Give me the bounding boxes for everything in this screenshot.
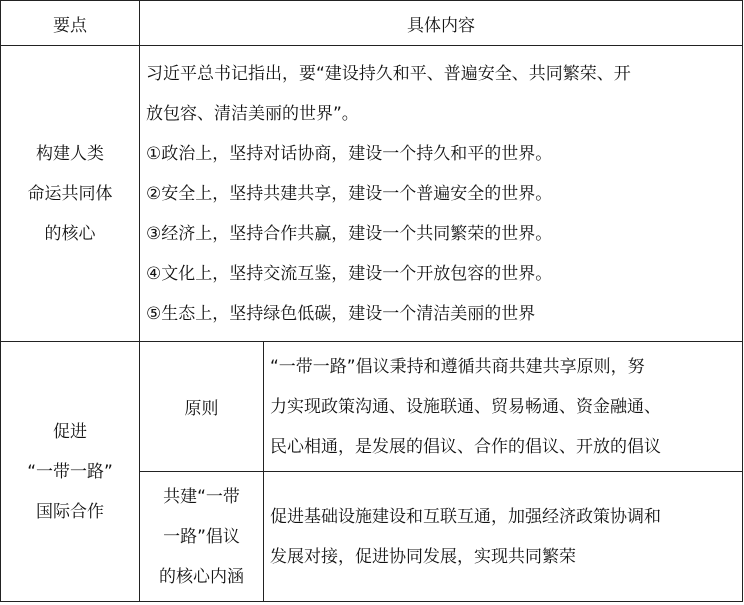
header-key-points: 要点 [1, 1, 140, 46]
content-line: 力实现政策沟通、设施联通、贸易畅通、资金融通、 [270, 396, 661, 417]
content-line: ⑤生态上，坚持绿色低碳，建设一个清洁美丽的世界 [146, 303, 536, 324]
content-core-connotation [264, 472, 743, 602]
content-line: 促进基础设施建设和互联互通，加强经济政策协调和 [270, 506, 661, 527]
header-row [1, 1, 743, 46]
content-line: 放包容、清洁美丽的世界”。 [146, 103, 359, 124]
content-community-core [140, 46, 743, 342]
content-line: 习近平总书记指出，要“建设持久和平、普遍安全、共同繁荣、开 [146, 63, 631, 84]
content-principle [264, 342, 743, 472]
header-details: 具体内容 [140, 1, 743, 46]
label-line: 命运共同体 [27, 183, 113, 204]
label-principle: 原则 [140, 342, 264, 472]
label-belt-road [1, 342, 140, 602]
content-line: 发展对接，促进协同发展，实现共同繁荣 [270, 546, 576, 567]
label-core-connotation [140, 472, 264, 602]
row-community-core [1, 46, 743, 342]
label-line: “一带一路” [27, 461, 113, 482]
content-line: “一带一路”倡议秉持和遵循共商共建共享原则，努 [270, 356, 645, 377]
label-line: 的核心内涵 [159, 566, 244, 587]
label-line: 一路”倡议 [163, 526, 240, 547]
content-line: ④文化上，坚持交流互鉴，建设一个开放包容的世界。 [146, 263, 553, 284]
label-community-core [1, 46, 140, 342]
label-line: 共建“一带 [163, 486, 240, 507]
row-belt-road-principle [1, 342, 743, 472]
content-line: ③经济上，坚持合作共赢，建设一个共同繁荣的世界。 [146, 223, 553, 244]
label-line: 的核心 [44, 223, 96, 244]
content-line: ②安全上，坚持共建共享，建设一个普遍安全的世界。 [146, 183, 553, 204]
label-line: 国际合作 [36, 501, 104, 522]
label-line: 促进 [53, 421, 87, 442]
content-line: 民心相通，是发展的倡议、合作的倡议、开放的倡议 [270, 436, 661, 457]
label-line: 构建人类 [36, 143, 104, 164]
content-line: ①政治上，坚持对话协商，建设一个持久和平的世界。 [146, 143, 553, 164]
